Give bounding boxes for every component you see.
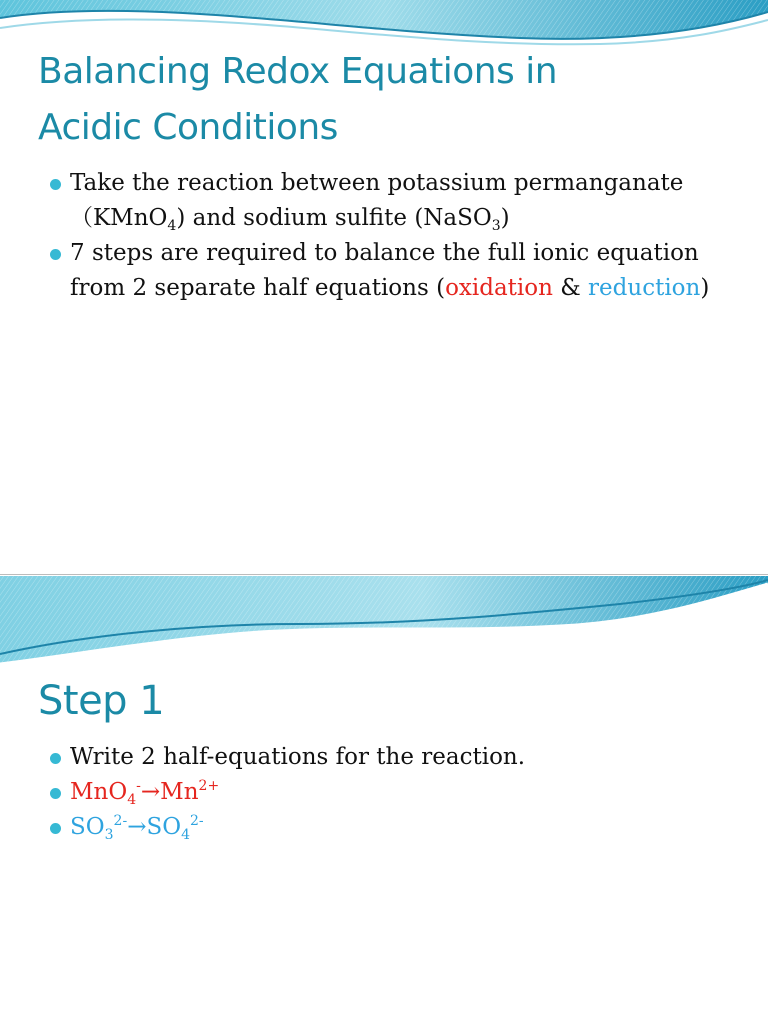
bullet-dot-icon: [50, 823, 61, 834]
title-line-2: Acidic Conditions: [38, 107, 338, 148]
bullet-item-reduction-equation: [50, 775, 750, 810]
bullet-text: from 2 separate half equations (: [70, 275, 446, 301]
wave-header-decoration: [0, 574, 768, 666]
title-line-1: Balancing Redox Equations in: [38, 51, 558, 92]
subscript: 4: [127, 792, 137, 808]
bullet-item-steps: [50, 236, 750, 306]
reduction-label: reduction: [588, 275, 701, 301]
subscript: 3: [491, 218, 501, 234]
arrow-icon: →: [140, 779, 161, 805]
subscript: 3: [104, 827, 114, 843]
bullet-text: Write 2 half-equations for the reaction.: [70, 744, 526, 770]
formula-naso3: ) and sodium sulfite (NaSO: [176, 205, 492, 231]
formula-kmno4: （KMnO: [70, 205, 168, 231]
slide-title: [38, 44, 557, 156]
formula-mn: Mn: [160, 779, 199, 805]
formula-so4: SO: [146, 814, 182, 840]
bullet-dot-icon: [50, 249, 61, 260]
slide-2: [0, 574, 768, 1024]
subscript: 4: [181, 827, 191, 843]
bullet-text: ): [700, 275, 710, 301]
bullet-item-reaction: [50, 166, 750, 236]
ampersand: &: [552, 275, 589, 301]
superscript: 2-: [190, 813, 204, 829]
slide-title: Step 1: [38, 678, 165, 724]
slide-1: [0, 0, 768, 440]
subscript: 4: [167, 218, 177, 234]
bullet-dot-icon: [50, 179, 61, 190]
formula-mno4: MnO: [70, 779, 128, 805]
bullet-text: Take the reaction between potassium permanganate: [70, 170, 684, 196]
superscript: -: [136, 778, 141, 794]
bullet-dot-icon: [50, 788, 61, 799]
bullet-item-instruction: [50, 740, 750, 775]
bullet-list: [50, 166, 750, 306]
bullet-text: 7 steps are required to balance the full ionic equation: [70, 240, 699, 266]
superscript: 2-: [113, 813, 128, 829]
superscript: 2+: [198, 778, 220, 794]
bullet-dot-icon: [50, 753, 61, 764]
bullet-item-oxidation-equation: [50, 810, 750, 845]
arrow-icon: →: [127, 814, 147, 840]
formula-so3: SO: [70, 814, 105, 840]
slide-gap: [0, 440, 768, 574]
oxidation-label: oxidation: [445, 275, 553, 301]
bullet-text: ): [500, 205, 510, 231]
bullet-list: [50, 740, 750, 845]
